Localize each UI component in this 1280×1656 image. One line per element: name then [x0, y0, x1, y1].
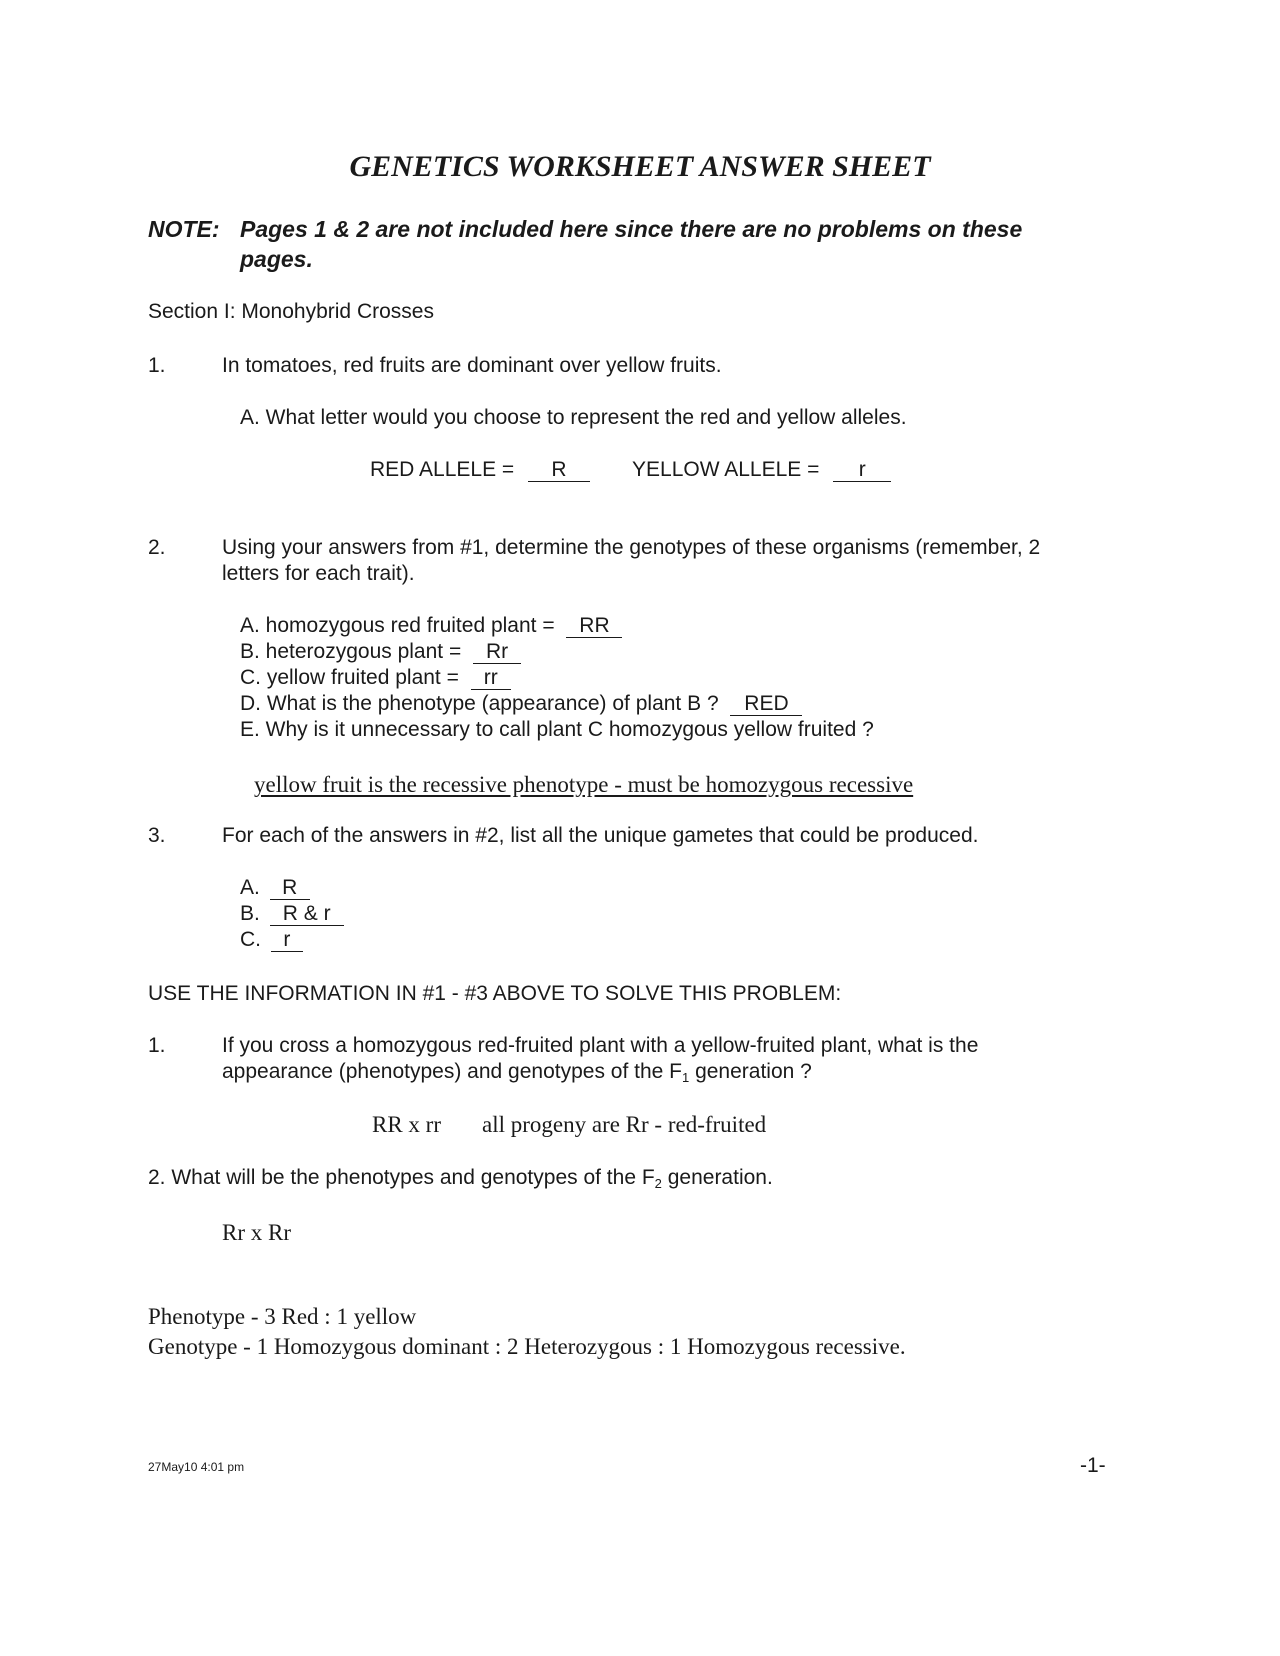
q2-line-1: Using your answers from #1, determine the genotypes of these organisms (remember, 2	[222, 536, 1041, 559]
p1-answer: all progeny are Rr - red-fruited	[482, 1112, 767, 1137]
q2-e-answer: yellow fruit is the recessive phenotype - must be homozygous recessive	[254, 772, 914, 797]
q3-text: For each of the answers in #2, list all the unique gametes that could be produced.	[222, 824, 979, 847]
p2-question	[148, 1166, 773, 1191]
q3-number: 3.	[148, 824, 166, 847]
q1-yellow-allele-row	[632, 458, 891, 482]
note-line-1: Pages 1 & 2 are not included here since there are no problems on these	[240, 216, 1023, 242]
q2-item-d	[240, 692, 802, 716]
q3-b-answer: R & r	[270, 903, 344, 926]
q2-c-label: C. yellow fruited plant =	[240, 666, 459, 689]
q2-b-label: B. heterozygous plant =	[240, 640, 462, 663]
q2-item-a	[240, 614, 622, 638]
p1-line-2	[222, 1060, 812, 1085]
p1-line-2-text: appearance (phenotypes) and genotypes of the F	[222, 1060, 682, 1083]
q2-number: 2.	[148, 536, 166, 559]
red-allele-answer: R	[528, 459, 590, 482]
f2-subscript: 2	[654, 1176, 662, 1191]
q3-a-label: A.	[240, 876, 260, 899]
section-heading: Section I: Monohybrid Crosses	[148, 300, 434, 323]
q1-text: In tomatoes, red fruits are dominant over yellow fruits.	[222, 354, 722, 377]
q3-c-label: C.	[240, 928, 261, 951]
q2-item-c	[240, 666, 511, 690]
q2-c-answer: rr	[471, 667, 511, 690]
q2-d-label: D. What is the phenotype (appearance) of plant B ?	[240, 692, 719, 715]
footer-date: 27May10 4:01 pm	[148, 1460, 245, 1474]
p2-phenotype-answer: Phenotype - 3 Red : 1 yellow	[148, 1304, 417, 1329]
q1-part-a: A. What letter would you choose to represent the red and yellow alleles.	[240, 406, 907, 429]
note-line-2: pages.	[240, 246, 313, 272]
q2-b-answer: Rr	[473, 641, 521, 664]
q3-a-answer: R	[270, 877, 310, 900]
yellow-allele-answer: r	[833, 459, 891, 482]
p1-cross: RR x rr	[372, 1112, 441, 1137]
p2-genotype-answer: Genotype - 1 Homozygous dominant : 2 Heterozygous : 1 Homozygous recessive.	[148, 1334, 906, 1359]
problem-instruction: USE THE INFORMATION IN #1 - #3 ABOVE TO SOLVE THIS PROBLEM:	[148, 982, 842, 1005]
q3-c-answer: r	[271, 929, 303, 952]
p2-cross: Rr x Rr	[222, 1220, 291, 1245]
f1-subscript: 1	[682, 1070, 690, 1085]
page-number: -1-	[1080, 1454, 1106, 1477]
q2-item-e: E. Why is it unnecessary to call plant C homozygous yellow fruited ?	[240, 718, 874, 741]
q1-number: 1.	[148, 354, 166, 377]
q2-item-b	[240, 640, 521, 664]
q2-a-answer: RR	[566, 615, 622, 638]
q2-a-label: A. homozygous red fruited plant =	[240, 614, 555, 637]
red-allele-label: RED ALLELE =	[370, 458, 515, 481]
page-title: GENETICS WORKSHEET ANSWER SHEET	[349, 150, 931, 183]
p1-line-2-tail: generation ?	[689, 1060, 812, 1083]
yellow-allele-label: YELLOW ALLELE =	[632, 458, 820, 481]
p1-line-1: If you cross a homozygous red-fruited plant with a yellow-fruited plant, what is the	[222, 1034, 979, 1057]
q3-item-b	[240, 902, 344, 926]
q1-red-allele-row	[370, 458, 590, 482]
q2-line-2: letters for each trait).	[222, 562, 415, 585]
q2-d-answer: RED	[730, 693, 802, 716]
p2-question-text: 2. What will be the phenotypes and genotypes of the F	[148, 1166, 655, 1189]
q3-item-c	[240, 928, 303, 952]
q3-b-label: B.	[240, 902, 260, 925]
p1-number: 1.	[148, 1034, 166, 1057]
note-label: NOTE:	[148, 216, 220, 242]
p2-question-tail: generation.	[661, 1166, 773, 1189]
q3-item-a	[240, 876, 310, 900]
